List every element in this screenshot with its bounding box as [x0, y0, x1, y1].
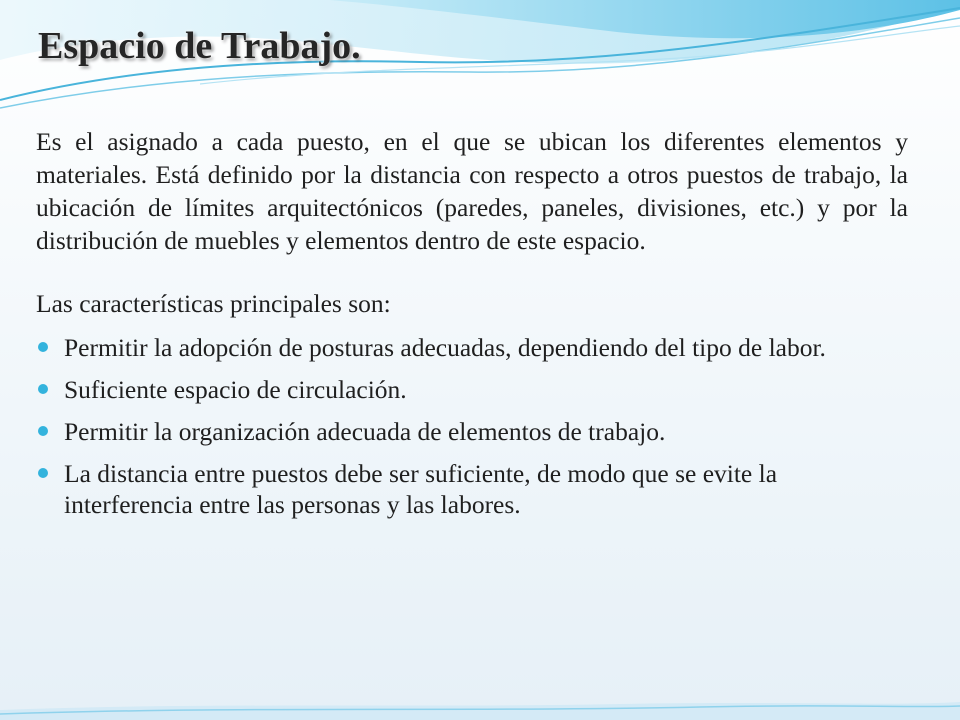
bullet-dot-icon	[38, 384, 48, 394]
lead-text: Las características principales son:	[36, 289, 391, 318]
list-item	[36, 332, 908, 363]
bullet-dot-icon	[38, 342, 48, 352]
list-item-text: La distancia entre puestos debe ser suficiente, de modo que se evite la interferencia entre las personas y las labores.	[64, 459, 778, 519]
bullet-dot-icon	[38, 426, 48, 436]
intro-paragraph: Es el asignado a cada puesto, en el que se ubican los diferentes elementos y materiales. Está definido por la distancia con respecto a otros puestos de trabajo, la ubicación de límites arquitectónicos (paredes, paneles, divisiones, etc.) y por la distribución de muebles y elementos dentro de este espacio.	[36, 127, 908, 255]
list-item	[36, 416, 908, 447]
slide-title: Espacio de Trabajo.	[38, 25, 361, 67]
list-item-text: Permitir la organización adecuada de elementos de trabajo.	[64, 417, 666, 446]
bottom-wave-decoration	[0, 680, 960, 720]
list-item	[36, 458, 908, 520]
bullet-dot-icon	[38, 468, 48, 478]
slide-body	[36, 125, 908, 531]
list-item	[36, 374, 908, 405]
list-item-text: Permitir la adopción de posturas adecuadas, dependiendo del tipo de labor.	[64, 333, 826, 362]
characteristics-list	[36, 332, 908, 520]
list-item-text: Suficiente espacio de circulación.	[64, 375, 407, 404]
